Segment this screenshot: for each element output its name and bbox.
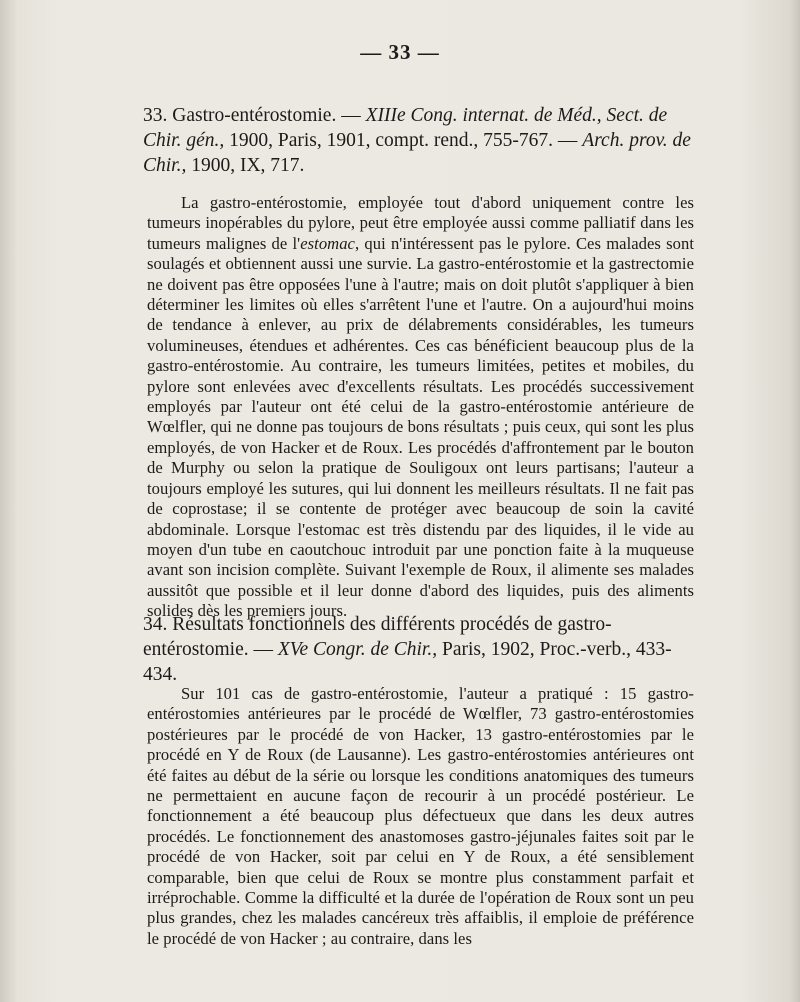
entry-33-ref-details: 1900, Paris, 1901, compt. rend., 755-767. — — [224, 130, 578, 151]
entry-33-abstract — [147, 193, 694, 622]
entry-34-title: Résultats fonctionnels des différents procédés de gastro-entérostomie. — — [143, 614, 612, 660]
entry-34-ref-details: Paris, 1902, Proc.-verb., 433-434. — [143, 639, 672, 685]
entry-34-text: Sur 101 cas de gastro-entérostomie, l'auteur a pratiqué : 15 gastro-entérostomies antérieures par le procédé de Wœlfler, 73 gastro-entérostomies postérieures par le procédé de von Hacker, 13 gastro-entérostomies par le procédé en Y de Roux (de Lausanne). Les gastro-entérostomies antérieures ont été faites au début de la série ou lorsque les conditions anatomiques des tumeurs ne permettaient en aucune façon de recourir à un procédé postérieur. Le fonctionnement a été beaucoup plus défectueux que dans les deux autres procédés. Le fonctionnement des anastomoses gastro-jéjunales faites soit par le procédé de von Hacker, soit par celui en Y de Roux, a été sensiblement comparable, bien que celui de Roux se montre plus constamment parfait et irréprochable. Comme la difficulté et la durée de l'opération de Roux sont un peu plus grandes, chez les malades cancéreux très affaiblis, il emploie de préférence le procédé de von Hacker ; au contraire, dans les — [147, 684, 694, 948]
entry-33-text-italic: estomac — [300, 233, 355, 253]
entry-33-ref-journal: XIIIe Cong. internat. de Méd., Sect. de Chir. gén., — [143, 105, 668, 151]
entry-33-ref-end: 1900, IX, 717. — [186, 155, 305, 176]
entry-33-text-a: La gastro-entérostomie, employée tout d'abord uniquement contre les tumeurs inopérables du pylore, peut être employée aussi comme palliatif dans les tumeurs malignes de l' — [147, 193, 694, 253]
entry-33-number: 33. — [143, 105, 168, 126]
entry-34-number: 34. — [143, 614, 168, 635]
entry-34-heading — [143, 612, 703, 687]
entry-33-ref-journal-2: Arch. prov. de Chir., — [143, 130, 691, 176]
page-number: — 33 — — [360, 40, 440, 64]
entry-34-ref-journal: XVe Congr. de Chir., — [277, 639, 438, 660]
entry-34-abstract — [147, 684, 694, 949]
entry-33-heading — [143, 103, 703, 178]
entry-33-title: Gastro-entérostomie. — — [172, 105, 361, 126]
entry-33-text-b: , qui n'intéressent pas le pylore. Ces malades sont soulagés et obtiennent aussi une survie. La gastro-entérostomie et la gastrectomie ne doivent pas être opposées l'une à l'autre; mais on doit plutôt s'appliquer à bien déterminer les limites où elles s'arrêtent l'une et l'autre. On a aujourd'hui moins de tendance à enlever, au prix de délabrements considérables, les tumeurs volumineuses, étendues et adhérentes. Ces cas bénéficient beaucoup plus de la gastro-entérostomie. Au contraire, les tumeurs limitées, petites et mobiles, du pylore sont enlevées avec d'excellents résultats. Les procédés successivement employés par l'auteur ont été celui de la gastro-entérostomie antérieure de Wœlfler, qui ne donne pas toujours de bons résultats ; puis ceux, qui sont les plus employés, de von Hacker et de Roux. Les procédés d'affrontement par le bouton de Murphy ou selon la pratique de Souligoux ont leurs partisans; l'auteur a toujours employé les sutures, qui lui donnent les meilleurs résultats. Il ne fait pas de coprostase; il se contente de protéger avec beaucoup de soin la cavité abdominale. Lorsque l'estomac est très distendu par des liquides, il le vide au moyen d'un tube en caoutchouc introduit par une ponction faite à la muqueuse avant son incision complète. Suivant l'exemple de Roux, il alimente ses malades aussitôt que possible et il leur donne d'abord des liquides, puis des aliments solides dès les premiers jours. — [147, 233, 694, 621]
